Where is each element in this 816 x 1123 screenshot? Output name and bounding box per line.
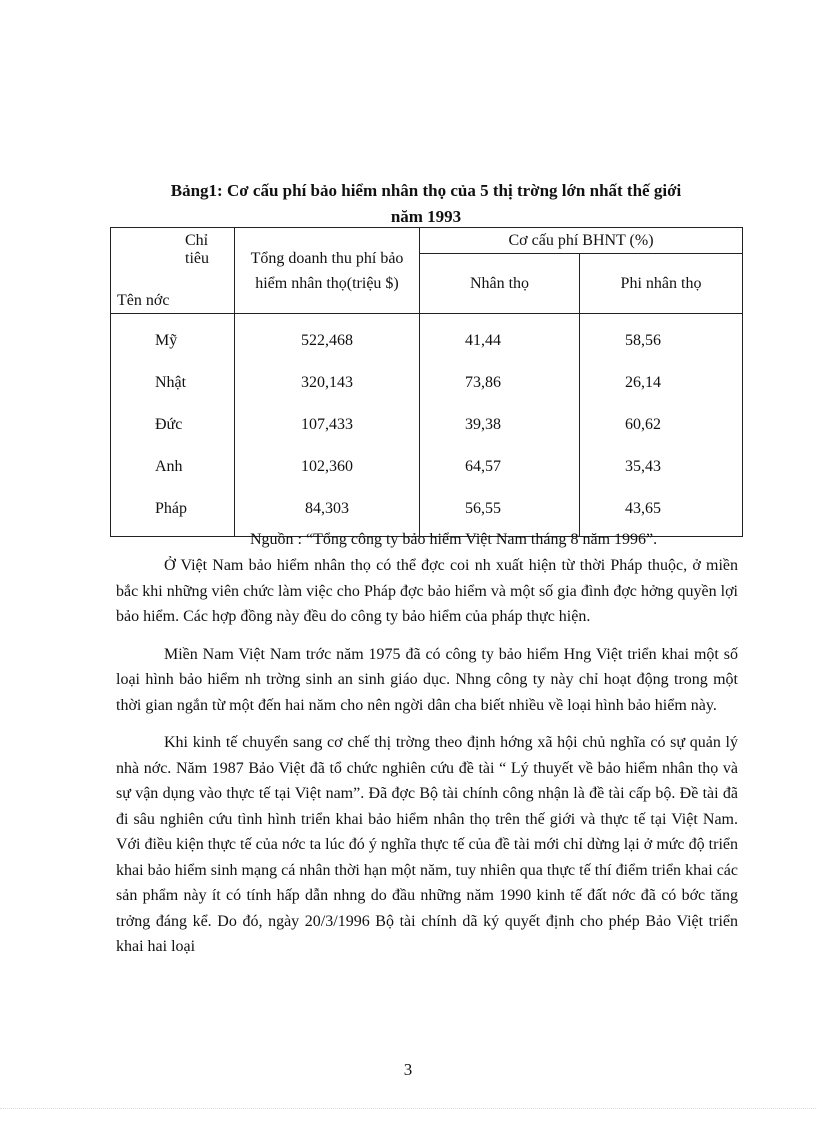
header-tong-doanh-thu xyxy=(235,228,420,314)
table-row-life: 56,55 xyxy=(465,500,501,517)
life-column xyxy=(420,314,580,537)
nonlife-column xyxy=(580,314,743,537)
header-chi-tieu: Chỉ tiêu xyxy=(185,232,209,267)
header-phi-nhan-tho: Phi nhân thọ xyxy=(580,254,743,314)
table-row-life: 64,57 xyxy=(465,458,501,475)
revenue-column xyxy=(235,314,420,537)
table-title-line1: Bảng1: Cơ cấu phí bảo hiểm nhân thọ của 5 thị trờng lớn nhất thế giới xyxy=(170,181,682,200)
insurance-table xyxy=(110,227,743,537)
table-row-nonlife: 26,14 xyxy=(625,374,661,391)
table-source: Nguồn : “Tổng công ty bảo hiểm Việt Nam tháng 8 năm 1996”. xyxy=(250,531,658,548)
paragraph: Ở Việt Nam bảo hiểm nhân thọ có thể đợc coi nh xuất hiện từ thời Pháp thuộc, ở miền bắc khi những viên chức làm việc cho Pháp đợc bảo hiểm và một số gia đình đợc hởng quyền lợi bảo hiểm. Các hợp đồng này đều do công ty bảo hiểm của pháp thực hiện. xyxy=(116,557,738,625)
paragraph: Khi kinh tế chuyển sang cơ chế thị trờng theo định hớng xã hội chủ nghĩa có sự quản lý nhà nớc. Năm 1987 Bảo Việt đã tổ chức nghiên cứu đề tài “ Lý thuyết về bảo hiểm nhân thọ và sự vận dụng vào thực tế tại Việt nam”. Đã đợc Bộ tài chính công nhận là đề tài cấp bộ. Đề tài đã đi sâu nghiên cứu tình hình triển khai bảo hiểm nhân thọ trên thế giới và thực tế tại Việt Nam. Với điều kiện thực tế của nớc ta lúc đó ý nghĩa thực tế của đề tài mới chỉ dừng lại ở mức độ triển khai bảo hiểm sinh mạng cá nhân thời hạn một năm, tuy nhiên qua thực tế thí điểm triển khai các sản phẩm này ít có tính hấp dẫn nhng do đầu những năm 1990 kinh tế đất nớc đã có bớc tăng trởng đáng kể. Do đó, ngày 20/3/1996 Bộ tài chính dã ký quyết định cho phép Bảo Việt triển khai hai loại xyxy=(116,734,738,955)
table-row-country: Nhật xyxy=(155,374,187,391)
table-row-country: Anh xyxy=(155,458,183,475)
table-row-life: 39,38 xyxy=(465,416,501,433)
table-row-life: 41,44 xyxy=(465,332,501,349)
footer-divider xyxy=(0,1108,816,1109)
header-tong-doanh-thu-text: Tổng doanh thu phí bảo hiểm nhân thọ(triệu $) xyxy=(250,249,404,292)
table-row-revenue: 84,303 xyxy=(305,500,349,517)
header-nhan-tho: Nhân thọ xyxy=(420,254,580,314)
table-title xyxy=(110,178,742,230)
header-ten-nuoc: Tên nớc xyxy=(117,292,170,309)
body-text xyxy=(116,553,738,972)
table-row-revenue: 102,360 xyxy=(301,458,353,475)
table-title-line2: năm 1993 xyxy=(390,207,462,226)
table-row-nonlife: 60,62 xyxy=(625,416,661,433)
table-row-revenue: 522,468 xyxy=(301,332,353,349)
table-row-country: Mỹ xyxy=(155,332,178,349)
page-number: 3 xyxy=(403,1060,413,1079)
corner-header-cell xyxy=(111,228,235,314)
paragraph: Miền Nam Việt Nam trớc năm 1975 đã có công ty bảo hiểm Hng Việt triển khai một số loại hình bảo hiểm nh trờng sinh an sinh giáo dục. Nhng công ty này chỉ hoạt động trong một thời gian ngắn từ một đến hai năm cho nên ngời dân cha biết nhiều về loại hình bảo hiểm này. xyxy=(116,645,738,714)
table-row-nonlife: 58,56 xyxy=(625,332,661,349)
table-row-life: 73,86 xyxy=(465,374,501,391)
table-row-nonlife: 43,65 xyxy=(625,500,661,517)
country-column xyxy=(111,314,235,537)
table-row-country: Pháp xyxy=(155,500,187,517)
table-row-nonlife: 35,43 xyxy=(625,458,661,475)
table-row-revenue: 320,143 xyxy=(301,374,353,391)
table-row-country: Đức xyxy=(155,416,183,433)
header-co-cau: Cơ cấu phí BHNT (%) xyxy=(420,228,743,254)
table-row-revenue: 107,433 xyxy=(301,416,353,433)
